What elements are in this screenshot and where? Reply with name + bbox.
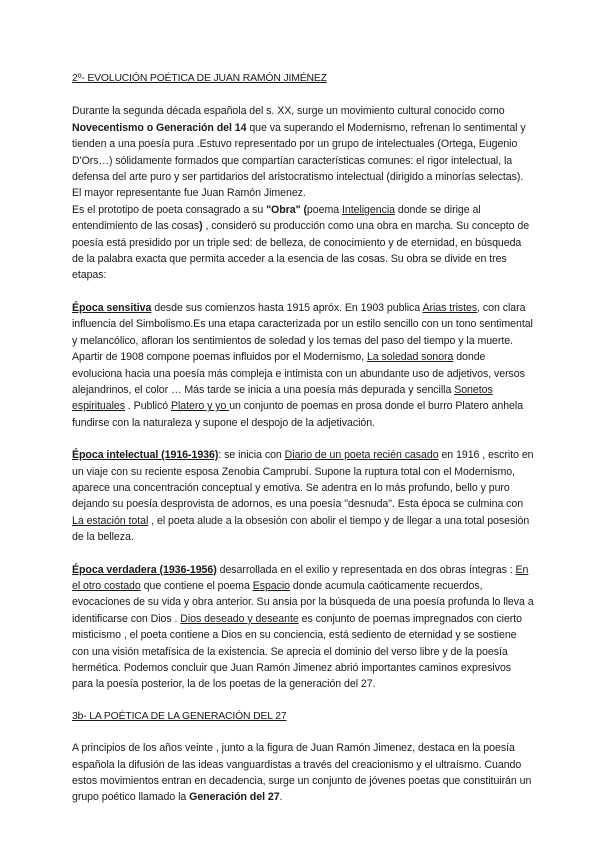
underlined-title-inteligencia: Inteligencia [341,203,395,216]
text-run: , con clara influencia del Simbolismo.Es una etapa caracterizada por un estilo sencillo con un tono sentimental y melancólico, afloran los sentimientos de soledad y los temas del paso del tiempo y la muerte. Apartir de 1908 compone poemas influidos por el Modernismo, [72,301,533,364]
text-run: . Publicó [125,400,171,413]
text-run: un conjunto de poemas en prosa donde el burro Platero anhela fundirse con la naturaleza y supone el despojo de la adjetivación. [72,400,524,429]
bold-term-novecentismo: Novecentismo o Generación del 14 [72,121,247,134]
epoca-verdadera-title: Época verdadera (1936-1956) [72,563,217,576]
underlined-title-dios-deseado: Dios deseado y deseante [180,612,299,625]
bold-paren: ) [199,220,203,233]
text-run: , el poeta alude a la obsesión con abolir el tiempo y de llegar a una total posesión de la belleza. [72,514,530,544]
underlined-title-platero-y-yo: Platero y yo [170,400,230,413]
intro-paragraph [72,103,534,283]
underlined-title-diario-de-un-poeta: Diario de un poeta recién casado [284,449,439,462]
text-run: Es el prototipo de poeta consagrado a su [72,203,267,216]
text-run: que va superando el Modernismo, refrenan lo sentimental y tienden a una poesía pura .Estuvo representado por un grupo de intelectuales (Ortega, Eugenio D'Ors…) sólidamente formados que compartían características comunes: el rigor intelectual, la defensa del arte puro y ser partidarios del aristocratismo intelectual (dirigido a minorías selectas). El mayor representante fue Juan Ramón Jimenez. [72,121,526,200]
underlined-title-espacio: Espacio [252,579,291,592]
epoca-sensitiva-title: Época sensitiva [72,301,152,314]
document-body [72,71,534,822]
bold-term-generacion-27: Generación del 27 [189,791,280,804]
underlined-title-en-el-otro-costado: En el otro costado [72,563,529,592]
text-run: es conjunto de poemas impregnados con cierto misticismo , el poeta contiene a Dios en su conciencia, está sediento de eternidad y se sostiene con una visión metafísica de la existencia. Se aprecia el dominio del verso libre y de la poesía hermética. Podemos concluir que Juan Ramón Jimenez abrió importantes caminos expresivos para la poesía posterior, la de los poetas de la generación del 27. [72,612,523,691]
section-heading-jrj: 2º- EVOLUCIÓN POÉTICA DE JUAN RAMÓN JIMÉNEZ [72,73,327,84]
text-run: , consideró su producción como una obra en marcha. Su concepto de poesía está presidido por un triple sed: de belleza, de conocimiento y de eternidad, en búsqueda de la palabra exacta que permita acceder a la esencia de las cosas. Su obra se divide en tres etapas: [72,220,530,282]
text-run: desde sus comienzos hasta 1915 apróx. En 1903 publica [151,301,423,314]
text-run: donde se dirige al entendimiento de las cosas [72,203,481,233]
text-run: en 1916 , escrito en un viaje con su reciente esposa Zenobia Camprubí. Supone la ruptura total con el Modernismo, aparece una concentración conceptual y emotiva. Se adentra en lo más profundo, bello y puro dejando su poesía desprovista de adornos, es una poesía "desnuda". Esta época se culmina con [72,449,534,511]
underlined-title-la-estacion-total: La estación total [72,514,149,527]
text-run: donde acumula caóticamente recuerdos, evocaciones de su vida y obra anterior. Su ansia por la búsqueda de una poesía profunda lo lleva a identificarse con Dios . [72,579,534,625]
text-run: A principios de los años veinte , junto a la figura de Juan Ramón Jimenez, destaca en la poesía española la difusión de las ideas vanguardistas a través del creacionismo y el ultraísmo. Cuando estos movimientos entran en decadencia, surge un conjunto de jóvenes poetas que constituirán un grupo poético llamado la [72,742,532,804]
text-run: : se inicia con [218,449,285,462]
epoca-intelectual-title: Época intelectual (1916-1936) [72,449,219,462]
text-run: poema [306,203,342,216]
epoca-sensitiva-paragraph [72,300,534,431]
text-run: . [279,791,283,804]
gen27-paragraph [72,740,534,806]
epoca-verdadera-paragraph [72,562,534,693]
text-run: desarrollada en el exilio y representada en dos obras íntegras : [216,563,516,576]
text-run: que contiene el poema [140,579,253,592]
underlined-title-la-soledad-sonora: La soledad sonora [366,351,454,364]
text-run: Durante la segunda década española del s. XX, surge un movimiento cultural conocido como [72,105,505,118]
underlined-title-arias-tristes: Arias tristes [422,301,478,314]
section-heading-gen27: 3b- LA POÉTICA DE LA GENERACIÓN DEL 27 [72,710,287,722]
bold-term-obra: "Obra" ( [266,203,307,216]
underlined-title-sonetos-espirituales: Sonetos espirituales [72,383,493,413]
epoca-intelectual-paragraph [72,447,534,545]
text-run: donde evoluciona hacia una poesía más compleja e intimista con un abundante uso de adjetivos, versos alejandrinos, el color … Más tarde se inicia a una poesía más depurada y sencilla [72,351,525,396]
